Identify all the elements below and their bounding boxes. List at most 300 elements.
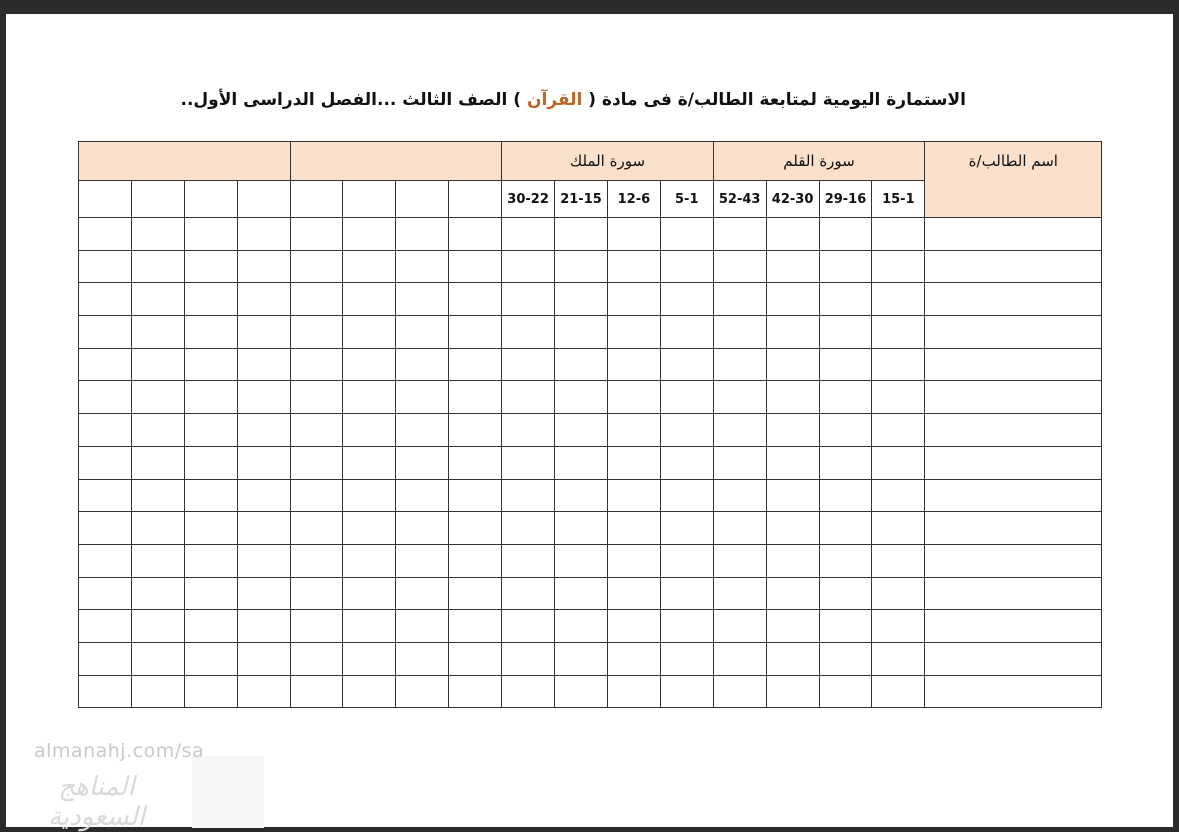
group-header-empty-2 [79, 142, 291, 181]
mark-cell[interactable] [872, 479, 925, 512]
mark-cell[interactable] [713, 381, 766, 414]
mark-cell[interactable] [660, 577, 713, 610]
mark-cell[interactable] [237, 642, 290, 675]
mark-cell[interactable] [79, 512, 132, 545]
mark-cell[interactable] [766, 675, 819, 708]
mark-cell[interactable] [660, 446, 713, 479]
table-row [79, 610, 1102, 643]
table-row [79, 348, 1102, 381]
mark-cell[interactable] [766, 283, 819, 316]
mark-cell[interactable] [290, 675, 343, 708]
mark-cell[interactable] [237, 381, 290, 414]
mark-cell[interactable] [766, 577, 819, 610]
table-row [79, 414, 1102, 447]
mark-cell[interactable] [290, 642, 343, 675]
mark-cell[interactable] [343, 316, 396, 349]
mark-cell[interactable] [449, 348, 502, 381]
mark-cell[interactable] [607, 250, 660, 283]
mark-cell[interactable] [872, 218, 925, 251]
mark-cell[interactable] [555, 675, 608, 708]
mark-cell[interactable] [343, 512, 396, 545]
mark-cell[interactable] [607, 479, 660, 512]
mark-cell[interactable] [131, 414, 184, 447]
mark-cell[interactable] [555, 610, 608, 643]
student-name-cell[interactable] [925, 512, 1102, 545]
mark-cell[interactable] [131, 218, 184, 251]
mark-cell[interactable] [660, 642, 713, 675]
student-name-cell[interactable] [925, 283, 1102, 316]
table-row [79, 544, 1102, 577]
mark-cell[interactable] [290, 414, 343, 447]
range-cell: 42-30 [766, 181, 819, 218]
mark-cell[interactable] [555, 218, 608, 251]
mark-cell[interactable] [555, 316, 608, 349]
mark-cell[interactable] [290, 381, 343, 414]
range-cell: 29-16 [819, 181, 872, 218]
mark-cell[interactable] [502, 446, 555, 479]
table-row [79, 316, 1102, 349]
mark-cell[interactable] [819, 316, 872, 349]
mark-cell[interactable] [660, 479, 713, 512]
mark-cell[interactable] [872, 642, 925, 675]
form-page [6, 14, 1173, 827]
range-cell [396, 181, 449, 218]
group-header-surah-qalam: سورة القلم [713, 142, 925, 181]
mark-cell[interactable] [607, 642, 660, 675]
mark-cell[interactable] [502, 642, 555, 675]
mark-cell[interactable] [449, 250, 502, 283]
mark-cell[interactable] [79, 316, 132, 349]
mark-cell[interactable] [79, 250, 132, 283]
mark-cell[interactable] [343, 446, 396, 479]
mark-cell[interactable] [555, 381, 608, 414]
mark-cell[interactable] [713, 577, 766, 610]
group-header-row [79, 142, 1102, 181]
group-header-empty-1 [290, 142, 502, 181]
mark-cell[interactable] [449, 316, 502, 349]
table-row [79, 381, 1102, 414]
mark-cell[interactable] [607, 283, 660, 316]
mark-cell[interactable] [79, 348, 132, 381]
mark-cell[interactable] [819, 512, 872, 545]
mark-cell[interactable] [184, 610, 237, 643]
mark-cell[interactable] [766, 316, 819, 349]
mark-cell[interactable] [343, 675, 396, 708]
mark-cell[interactable] [872, 348, 925, 381]
mark-cell[interactable] [237, 414, 290, 447]
mark-cell[interactable] [660, 512, 713, 545]
mark-cell[interactable] [184, 283, 237, 316]
mark-cell[interactable] [502, 479, 555, 512]
mark-cell[interactable] [131, 675, 184, 708]
mark-cell[interactable] [396, 642, 449, 675]
mark-cell[interactable] [713, 446, 766, 479]
mark-cell[interactable] [872, 316, 925, 349]
mark-cell[interactable] [184, 250, 237, 283]
mark-cell[interactable] [819, 610, 872, 643]
mark-cell[interactable] [502, 512, 555, 545]
mark-cell[interactable] [184, 675, 237, 708]
mark-cell[interactable] [237, 250, 290, 283]
mark-cell[interactable] [343, 348, 396, 381]
mark-cell[interactable] [766, 348, 819, 381]
mark-cell[interactable] [502, 610, 555, 643]
mark-cell[interactable] [290, 316, 343, 349]
mark-cell[interactable] [555, 512, 608, 545]
mark-cell[interactable] [184, 642, 237, 675]
mark-cell[interactable] [502, 675, 555, 708]
mark-cell[interactable] [79, 577, 132, 610]
mark-cell[interactable] [79, 446, 132, 479]
mark-cell[interactable] [131, 316, 184, 349]
mark-cell[interactable] [555, 414, 608, 447]
mark-cell[interactable] [766, 610, 819, 643]
table-row [79, 512, 1102, 545]
mark-cell[interactable] [396, 544, 449, 577]
mark-cell[interactable] [131, 610, 184, 643]
mark-cell[interactable] [872, 250, 925, 283]
mark-cell[interactable] [396, 512, 449, 545]
mark-cell[interactable] [131, 446, 184, 479]
range-cell [184, 181, 237, 218]
mark-cell[interactable] [237, 610, 290, 643]
student-rows [79, 218, 1102, 708]
mark-cell[interactable] [607, 218, 660, 251]
mark-cell[interactable] [184, 381, 237, 414]
mark-cell[interactable] [819, 218, 872, 251]
mark-cell[interactable] [184, 479, 237, 512]
mark-cell[interactable] [502, 218, 555, 251]
mark-cell[interactable] [396, 316, 449, 349]
mark-cell[interactable] [872, 610, 925, 643]
mark-cell[interactable] [396, 675, 449, 708]
title-subject: القرآن [526, 90, 583, 110]
table-row [79, 283, 1102, 316]
mark-cell[interactable] [449, 283, 502, 316]
mark-cell[interactable] [237, 577, 290, 610]
mark-cell[interactable] [79, 414, 132, 447]
mark-cell[interactable] [555, 250, 608, 283]
mark-cell[interactable] [449, 610, 502, 643]
mark-cell[interactable] [237, 675, 290, 708]
student-name-cell[interactable] [925, 218, 1102, 251]
form-title [106, 90, 966, 110]
mark-cell[interactable] [766, 544, 819, 577]
mark-cell[interactable] [449, 512, 502, 545]
mark-cell[interactable] [713, 348, 766, 381]
mark-cell[interactable] [131, 512, 184, 545]
mark-cell[interactable] [502, 283, 555, 316]
mark-cell[interactable] [713, 512, 766, 545]
mark-cell[interactable] [607, 381, 660, 414]
mark-cell[interactable] [819, 414, 872, 447]
mark-cell[interactable] [766, 512, 819, 545]
mark-cell[interactable] [660, 218, 713, 251]
table-row [79, 642, 1102, 675]
mark-cell[interactable] [343, 414, 396, 447]
mark-cell[interactable] [343, 381, 396, 414]
mark-cell[interactable] [131, 544, 184, 577]
mark-cell[interactable] [290, 348, 343, 381]
range-cell [237, 181, 290, 218]
student-name-cell[interactable] [925, 642, 1102, 675]
student-name-header: اسم الطالب/ة [925, 142, 1102, 218]
student-name-cell[interactable] [925, 577, 1102, 610]
range-cell [343, 181, 396, 218]
mark-cell[interactable] [237, 446, 290, 479]
mark-cell[interactable] [607, 544, 660, 577]
mark-cell[interactable] [396, 610, 449, 643]
mark-cell[interactable] [660, 610, 713, 643]
student-name-cell[interactable] [925, 544, 1102, 577]
mark-cell[interactable] [131, 283, 184, 316]
mark-cell[interactable] [607, 675, 660, 708]
mark-cell[interactable] [184, 512, 237, 545]
mark-cell[interactable] [872, 512, 925, 545]
mark-cell[interactable] [396, 381, 449, 414]
mark-cell[interactable] [713, 610, 766, 643]
table-row [79, 218, 1102, 251]
mark-cell[interactable] [184, 544, 237, 577]
range-cell [79, 181, 132, 218]
title-part-1: الاستمارة اليومية لمتابعة الطالب/ة فى مادة ( [582, 90, 966, 110]
student-name-cell[interactable] [925, 250, 1102, 283]
range-cell [290, 181, 343, 218]
mark-cell[interactable] [502, 577, 555, 610]
mark-cell[interactable] [660, 414, 713, 447]
mark-cell[interactable] [237, 316, 290, 349]
mark-cell[interactable] [872, 577, 925, 610]
mark-cell[interactable] [131, 381, 184, 414]
mark-cell[interactable] [607, 577, 660, 610]
mark-cell[interactable] [872, 675, 925, 708]
student-name-cell[interactable] [925, 446, 1102, 479]
mark-cell[interactable] [607, 414, 660, 447]
mark-cell[interactable] [660, 316, 713, 349]
mark-cell[interactable] [449, 479, 502, 512]
mark-cell[interactable] [555, 283, 608, 316]
mark-cell[interactable] [819, 446, 872, 479]
mark-cell[interactable] [502, 250, 555, 283]
mark-cell[interactable] [79, 675, 132, 708]
mark-cell[interactable] [766, 479, 819, 512]
mark-cell[interactable] [290, 544, 343, 577]
mark-cell[interactable] [290, 577, 343, 610]
range-cell: 12-6 [607, 181, 660, 218]
range-cell: 15-1 [872, 181, 925, 218]
watermark-box [192, 756, 264, 828]
range-cell: 21-15 [555, 181, 608, 218]
mark-cell[interactable] [343, 218, 396, 251]
range-cell [449, 181, 502, 218]
mark-cell[interactable] [713, 479, 766, 512]
mark-cell[interactable] [79, 218, 132, 251]
mark-cell[interactable] [131, 577, 184, 610]
mark-cell[interactable] [131, 250, 184, 283]
mark-cell[interactable] [555, 348, 608, 381]
mark-cell[interactable] [819, 544, 872, 577]
mark-cell[interactable] [396, 218, 449, 251]
mark-cell[interactable] [237, 348, 290, 381]
mark-cell[interactable] [713, 316, 766, 349]
mark-cell[interactable] [396, 446, 449, 479]
mark-cell[interactable] [290, 218, 343, 251]
mark-cell[interactable] [449, 544, 502, 577]
mark-cell[interactable] [555, 544, 608, 577]
mark-cell[interactable] [79, 381, 132, 414]
student-name-cell[interactable] [925, 381, 1102, 414]
mark-cell[interactable] [555, 479, 608, 512]
mark-cell[interactable] [819, 675, 872, 708]
mark-cell[interactable] [79, 544, 132, 577]
mark-cell[interactable] [607, 348, 660, 381]
mark-cell[interactable] [502, 316, 555, 349]
range-cell: 30-22 [502, 181, 555, 218]
mark-cell[interactable] [237, 512, 290, 545]
mark-cell[interactable] [555, 642, 608, 675]
mark-cell[interactable] [819, 348, 872, 381]
mark-cell[interactable] [607, 316, 660, 349]
mark-cell[interactable] [396, 348, 449, 381]
mark-cell[interactable] [290, 446, 343, 479]
mark-cell[interactable] [449, 446, 502, 479]
mark-cell[interactable] [79, 642, 132, 675]
mark-cell[interactable] [343, 544, 396, 577]
group-header-surah-mulk: سورة الملك [502, 142, 714, 181]
mark-cell[interactable] [713, 283, 766, 316]
mark-cell[interactable] [396, 283, 449, 316]
student-name-cell[interactable] [925, 610, 1102, 643]
range-cell: 52-43 [713, 181, 766, 218]
mark-cell[interactable] [766, 446, 819, 479]
mark-cell[interactable] [343, 577, 396, 610]
mark-cell[interactable] [766, 642, 819, 675]
mark-cell[interactable] [819, 381, 872, 414]
student-name-cell[interactable] [925, 316, 1102, 349]
mark-cell[interactable] [607, 610, 660, 643]
mark-cell[interactable] [184, 577, 237, 610]
mark-cell[interactable] [660, 250, 713, 283]
mark-cell[interactable] [819, 577, 872, 610]
mark-cell[interactable] [290, 479, 343, 512]
mark-cell[interactable] [872, 283, 925, 316]
mark-cell[interactable] [660, 381, 713, 414]
mark-cell[interactable] [713, 544, 766, 577]
mark-cell[interactable] [766, 414, 819, 447]
student-name-cell[interactable] [925, 414, 1102, 447]
mark-cell[interactable] [449, 675, 502, 708]
mark-cell[interactable] [184, 348, 237, 381]
student-name-cell[interactable] [925, 675, 1102, 708]
mark-cell[interactable] [872, 381, 925, 414]
mark-cell[interactable] [343, 283, 396, 316]
mark-cell[interactable] [766, 381, 819, 414]
mark-cell[interactable] [290, 610, 343, 643]
mark-cell[interactable] [449, 642, 502, 675]
mark-cell[interactable] [290, 250, 343, 283]
mark-cell[interactable] [184, 446, 237, 479]
mark-cell[interactable] [660, 675, 713, 708]
mark-cell[interactable] [660, 348, 713, 381]
mark-cell[interactable] [502, 414, 555, 447]
mark-cell[interactable] [607, 446, 660, 479]
watermark-logo: المناهج السعودية [47, 772, 146, 832]
mark-cell[interactable] [660, 283, 713, 316]
mark-cell[interactable] [766, 250, 819, 283]
mark-cell[interactable] [555, 577, 608, 610]
mark-cell[interactable] [713, 675, 766, 708]
mark-cell[interactable] [396, 479, 449, 512]
mark-cell[interactable] [502, 381, 555, 414]
student-name-cell[interactable] [925, 348, 1102, 381]
title-part-2: ) الصف الثالث ...الفصل الدراسى الأول.. [180, 90, 527, 110]
mark-cell[interactable] [607, 512, 660, 545]
mark-cell[interactable] [872, 446, 925, 479]
mark-cell[interactable] [819, 250, 872, 283]
mark-cell[interactable] [872, 414, 925, 447]
mark-cell[interactable] [449, 577, 502, 610]
watermark-url: almanahj.com/sa [34, 740, 205, 762]
mark-cell[interactable] [343, 642, 396, 675]
mark-cell[interactable] [237, 479, 290, 512]
mark-cell[interactable] [660, 544, 713, 577]
mark-cell[interactable] [766, 218, 819, 251]
mark-cell[interactable] [79, 610, 132, 643]
mark-cell[interactable] [237, 218, 290, 251]
mark-cell[interactable] [131, 348, 184, 381]
mark-cell[interactable] [713, 250, 766, 283]
mark-cell[interactable] [396, 414, 449, 447]
mark-cell[interactable] [237, 283, 290, 316]
mark-cell[interactable] [184, 316, 237, 349]
mark-cell[interactable] [449, 414, 502, 447]
range-cell: 5-1 [660, 181, 713, 218]
mark-cell[interactable] [713, 218, 766, 251]
mark-cell[interactable] [237, 544, 290, 577]
mark-cell[interactable] [290, 512, 343, 545]
mark-cell[interactable] [872, 544, 925, 577]
mark-cell[interactable] [713, 642, 766, 675]
mark-cell[interactable] [343, 479, 396, 512]
mark-cell[interactable] [131, 642, 184, 675]
mark-cell[interactable] [290, 283, 343, 316]
mark-cell[interactable] [79, 479, 132, 512]
mark-cell[interactable] [184, 414, 237, 447]
mark-cell[interactable] [343, 610, 396, 643]
mark-cell[interactable] [555, 446, 608, 479]
mark-cell[interactable] [131, 479, 184, 512]
mark-cell[interactable] [819, 479, 872, 512]
mark-cell[interactable] [343, 250, 396, 283]
mark-cell[interactable] [502, 544, 555, 577]
mark-cell[interactable] [819, 642, 872, 675]
mark-cell[interactable] [449, 381, 502, 414]
tracking-table [78, 141, 1102, 708]
student-name-cell[interactable] [925, 479, 1102, 512]
table-row [79, 479, 1102, 512]
table-row [79, 250, 1102, 283]
mark-cell[interactable] [396, 250, 449, 283]
table-row [79, 446, 1102, 479]
mark-cell[interactable] [184, 218, 237, 251]
mark-cell[interactable] [396, 577, 449, 610]
mark-cell[interactable] [713, 414, 766, 447]
table-row [79, 675, 1102, 708]
mark-cell[interactable] [449, 218, 502, 251]
mark-cell[interactable] [79, 283, 132, 316]
mark-cell[interactable] [502, 348, 555, 381]
mark-cell[interactable] [819, 283, 872, 316]
